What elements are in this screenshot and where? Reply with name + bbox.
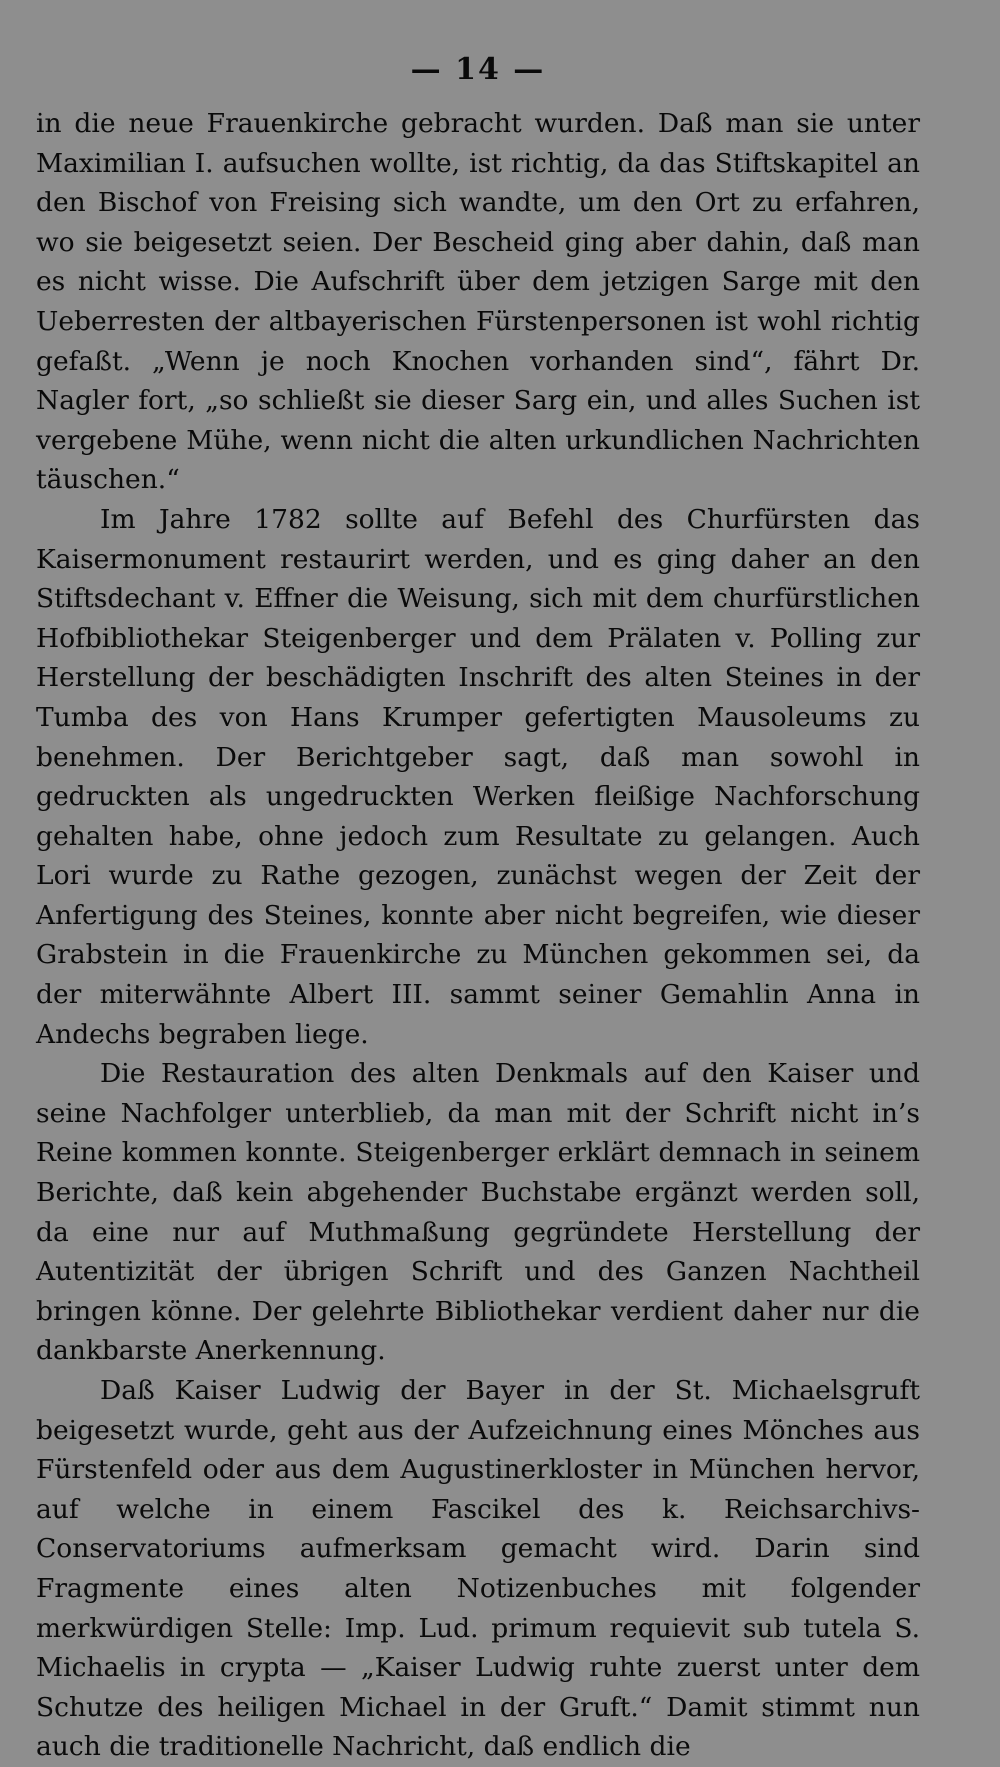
page-number: — 14 — bbox=[410, 52, 546, 87]
body-text bbox=[36, 104, 920, 1767]
paragraph-4: Daß Kaiser Ludwig der Bayer in der St. Michaelsgruft beigesetzt wurde, geht aus der Aufzeichnung eines Mönches aus Fürstenfeld oder aus dem Augustinerkloster in München hervor, auf welche in einem Fascikel des k. Reichsarchivs-Conservatoriums aufmerksam gemacht wird. Darin sind Fragmente eines alten Notizenbuches mit folgender merkwürdigen Stelle: Imp. Lud. primum requievit sub tutela S. Michaelis in crypta — „Kaiser Ludwig ruhte zuerst unter dem Schutze des heiligen Michael in der Gruft.“ Damit stimmt nun auch die traditionelle Nachricht, daß endlich die bbox=[36, 1375, 920, 1763]
paragraph-2: Im Jahre 1782 sollte auf Befehl des Churfürsten das Kaisermonument restaurirt werden, und es ging daher an den Stiftsdechant v. Effner die Weisung, sich mit dem churfürstlichen Hofbibliothekar Steigenberger und dem Prälaten v. Polling zur Herstellung der beschädigten Inschrift des alten Steines in der Tumba des von Hans Krumper gefertigten Mausoleums zu benehmen. Der Berichtgeber sagt, daß man sowohl in gedruckten als ungedruckten Werken fleißige Nachforschung gehalten habe, ohne jedoch zum Resultate zu gelangen. Auch Lori wurde zu Rathe gezogen, zunächst wegen der Zeit der Anfertigung des Steines, konnte aber nicht begreifen, wie dieser Grabstein in die Frauenkirche zu München gekommen sei, da der miterwähnte Albert III. sammt seiner Gemahlin Anna in Andechs begraben liege. bbox=[36, 503, 920, 1050]
paragraph-3: Die Restauration des alten Denkmals auf den Kaiser und seine Nachfolger unterblieb, da man mit der Schrift nicht in’s Reine kommen konnte. Steigenberger erklärt demnach in seinem Berichte, daß kein abgehender Buchstabe ergänzt werden soll, da eine nur auf Muthmaßung gegründete Herstellung der Autentizität der übrigen Schrift und des Ganzen Nachtheil bringen könne. Der gelehrte Bibliothekar verdient daher nur die dankbarste Anerkennung. bbox=[36, 1058, 920, 1367]
paragraph-1: in die neue Frauenkirche gebracht wurden. Daß man sie unter Maximilian I. aufsuchen wollte, ist richtig, da das Stiftskapitel an den Bischof von Freising sich wandte, um den Ort zu erfahren, wo sie beigesetzt seien. Der Bescheid ging aber dahin, daß man es nicht wisse. Die Aufschrift über dem jetzigen Sarge mit den Ueberresten der altbayerischen Fürstenpersonen ist wohl richtig gefaßt. „Wenn je noch Knochen vorhanden sind“, fährt Dr. Nagler fort, „so schließt sie dieser Sarg ein, und alles Suchen ist vergebene Mühe, wenn nicht die alten urkundlichen Nachrichten täuschen.“ bbox=[36, 108, 920, 496]
document-page bbox=[36, 48, 920, 1767]
